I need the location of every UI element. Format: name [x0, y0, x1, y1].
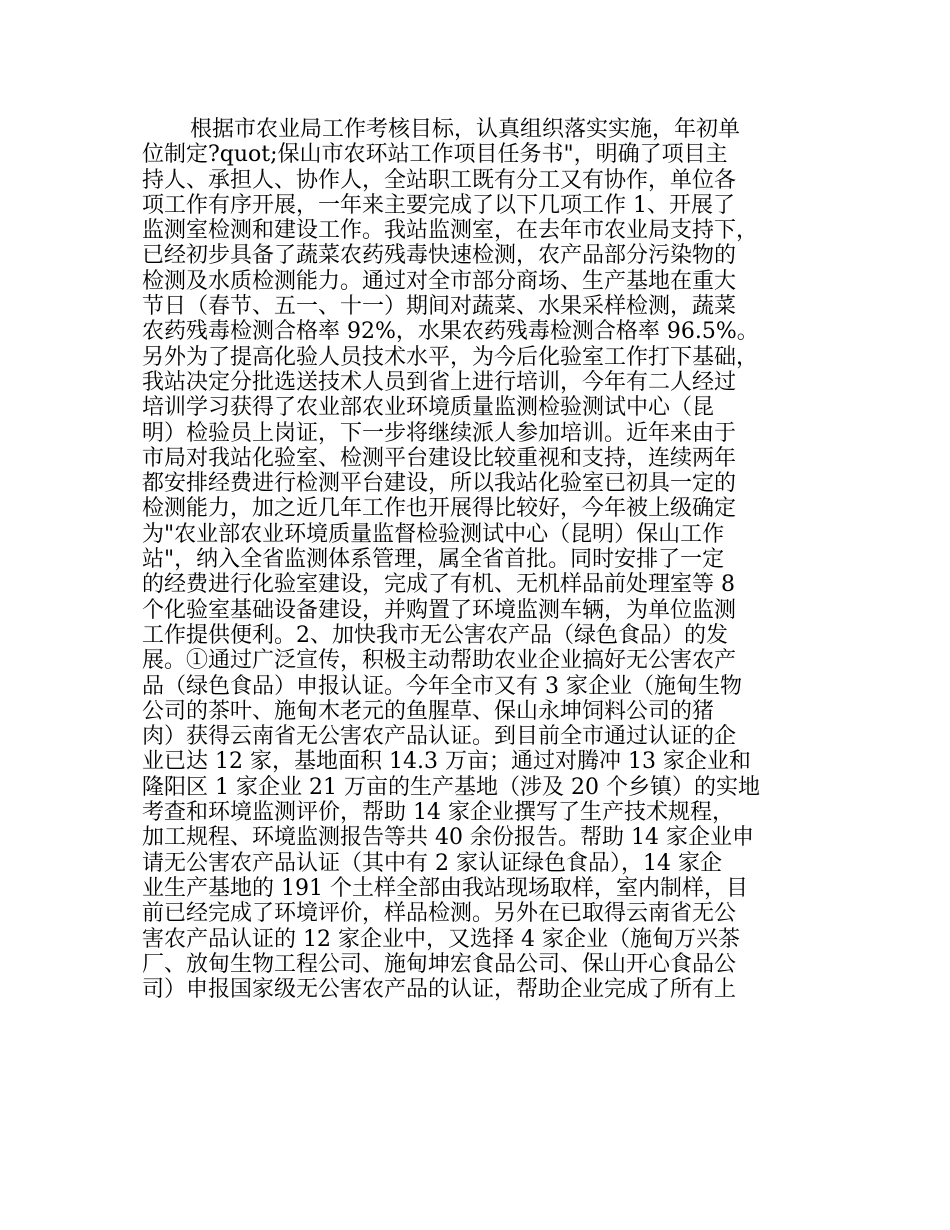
text-line: 考查和环境监测评价，帮助 14 家企业撰写了生产技术规程，	[142, 800, 734, 826]
text-line: 业生产基地的 191 个土样全部由我站现场取样，室内制样，目	[142, 875, 748, 901]
text-line: 的经费进行化验室建设，完成了有机、无机样品前处理室等 8	[142, 572, 735, 598]
text-line: 业已达 12 家，基地面积 14.3 万亩；通过对腾冲 13 家企业和	[142, 749, 751, 775]
text-line: 持人、承担人、协作人，全站职工既有分工又有协作，单位各	[142, 167, 737, 193]
text-line: 我站决定分批选送技术人员到省上进行培训，今年有二人经过	[142, 369, 737, 395]
text-line: 根据市农业局工作考核目标，认真组织落实实施，年初单	[190, 117, 741, 142]
text-line: 展。①通过广泛宣传，积极主动帮助农业企业搞好无公害农产	[142, 648, 737, 674]
text-line: 位制定?quot;保山市农环站工作项目任务书"，明确了项目主	[142, 142, 728, 168]
text-line: 节日（春节、五一、十一）期间对蔬菜、水果采样检测，蔬菜	[142, 294, 737, 320]
text-line: 培训学习获得了农业部农业环境质量监测检验测试中心（昆	[142, 395, 715, 421]
body-paragraph	[142, 117, 842, 1002]
text-line: 公司的茶叶、施甸木老元的鱼腥草、保山永坤饲料公司的猪	[142, 698, 715, 724]
text-line: 市局对我站化验室、检测平台建设比较重视和支持，连续两年	[142, 445, 737, 471]
text-line: 品（绿色食品）申报认证。今年全市又有 3 家企业（施甸生物	[142, 673, 742, 699]
text-line: 检测能力，加之近几年工作也开展得比较好，今年被上级确定	[142, 496, 737, 522]
text-line: 为"农业部农业环境质量监督检验测试中心（昆明）保山工作	[142, 521, 725, 547]
text-line: 都安排经费进行检测平台建设，所以我站化验室已初具一定的	[142, 471, 737, 497]
text-line: 司）申报国家级无公害农产品的认证，帮助企业完成了所有上	[142, 977, 737, 1003]
text-line: 另外为了提高化验人员技术水平，为今后化验室工作打下基础，	[142, 344, 759, 370]
text-line: 害农产品认证的 12 家企业中，又选择 4 家企业（施甸万兴茶	[142, 926, 740, 952]
text-line: 隆阳区 1 家企业 21 万亩的生产基地（涉及 20 个乡镇）的实地	[142, 774, 760, 800]
text-line: 工作提供便利。2、加快我市无公害农产品（绿色食品）的发	[142, 622, 728, 648]
text-line: 厂、放甸生物工程公司、施甸坤宏食品公司、保山开心食品公	[142, 951, 737, 977]
text-line: 请无公害农产品认证（其中有 2 家认证绿色食品），14 家企	[142, 850, 722, 876]
text-line: 农药残毒检测合格率 92%，水果农药残毒检测合格率 96.5%。	[142, 319, 759, 345]
text-line: 前已经完成了环境评价，样品检测。另外在已取得云南省无公	[142, 901, 737, 927]
text-line: 站"，纳入全省监测体系管理，属全省首批。同时安排了一定	[142, 547, 725, 573]
text-line: 项工作有序开展，一年来主要完成了以下几项工作 1、开展了	[142, 192, 735, 218]
text-line: 个化验室基础设备建设，并购置了环境监测车辆，为单位监测	[142, 597, 737, 623]
text-line: 明）检验员上岗证，下一步将继续派人参加培训。近年来由于	[142, 420, 737, 446]
text-line: 检测及水质检测能力。通过对全市部分商场、生产基地在重大	[142, 268, 737, 294]
text-line: 加工规程、环境监测报告等共 40 余份报告。帮助 14 家企业申	[142, 825, 754, 851]
text-line: 已经初步具备了蔬菜农药残毒快速检测，农产品部分污染物的	[142, 243, 737, 269]
text-line: 监测室检测和建设工作。我站监测室，在去年市农业局支持下，	[142, 218, 759, 244]
text-line: 肉）获得云南省无公害农产品认证。到目前全市通过认证的企	[142, 724, 737, 750]
